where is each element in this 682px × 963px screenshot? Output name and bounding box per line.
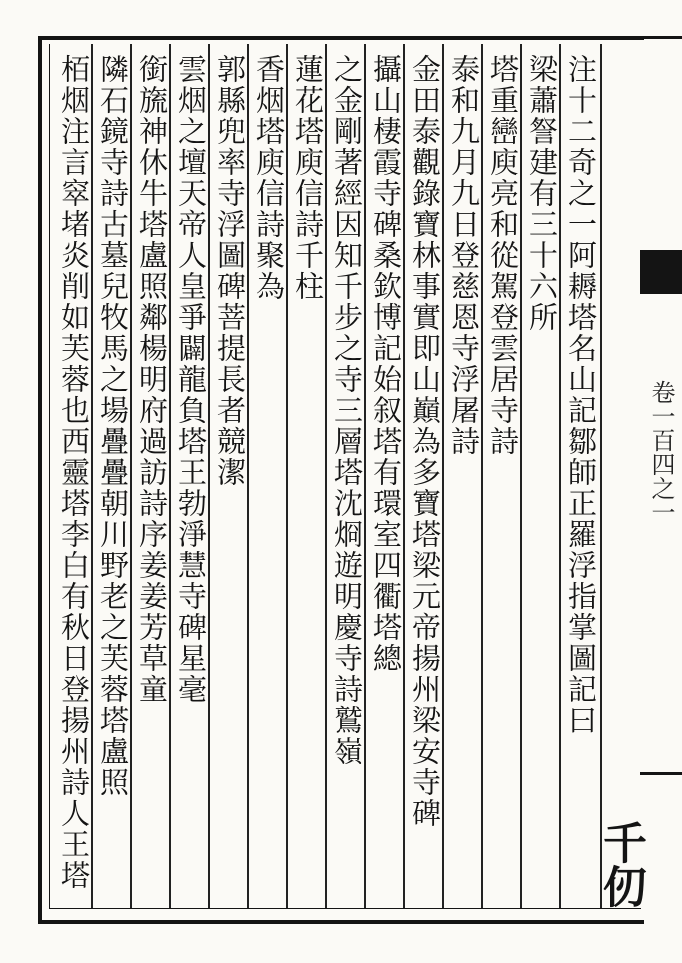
text-column: 郭縣兜率寺浮圖碑菩提長者競潔	[213, 54, 247, 488]
text-column: 銜旒神休牛塔盧照鄰楊明府過訪詩序姜姜芳草童	[135, 54, 169, 705]
text-column: 蓮花塔庾信詩千柱	[291, 54, 325, 302]
text-column: 千仞	[595, 820, 646, 908]
text-column: 梁蕭詧建有三十六所	[525, 54, 559, 333]
fishtail-mark	[640, 250, 682, 294]
margin-title: 卷一百四之一	[647, 380, 675, 524]
text-column: 香烟塔庾信詩聚為	[252, 54, 286, 302]
margin-tick	[640, 772, 682, 775]
margin-top-rule	[644, 36, 682, 249]
text-column: 隣石鏡寺詩古墓兒牧馬之場疊疊朝川野老之芙蓉塔盧照	[96, 54, 130, 798]
text-column: 之金剛著經因知千步之寺三層塔沈烱遊明慶寺詩鷲嶺	[330, 54, 364, 767]
text-column: 泰和九月九日登慈恩寺浮屠詩	[447, 54, 481, 457]
text-column: 注十二奇之一阿耨塔名山記鄒師正羅浮指掌圖記曰	[564, 54, 598, 736]
text-column: 攝山棲霞寺碑桑欽博記始叙塔有環室四衢塔總	[369, 54, 403, 674]
text-column: 雲烟之壇天帝人皇爭闢龍負塔王勃淨慧寺碑星毫	[174, 54, 208, 705]
text-column: 金田泰觀錄寶林事實即山巔為多寶塔梁元帝揚州梁安寺碑	[408, 54, 442, 829]
text-column: 塔重巒庾亮和從駕登雲居寺詩	[486, 54, 520, 457]
text-column: 栢烟注言窣堵炎削如芙蓉也西靈塔李白有秋日登揚州詩人王塔	[57, 54, 91, 891]
